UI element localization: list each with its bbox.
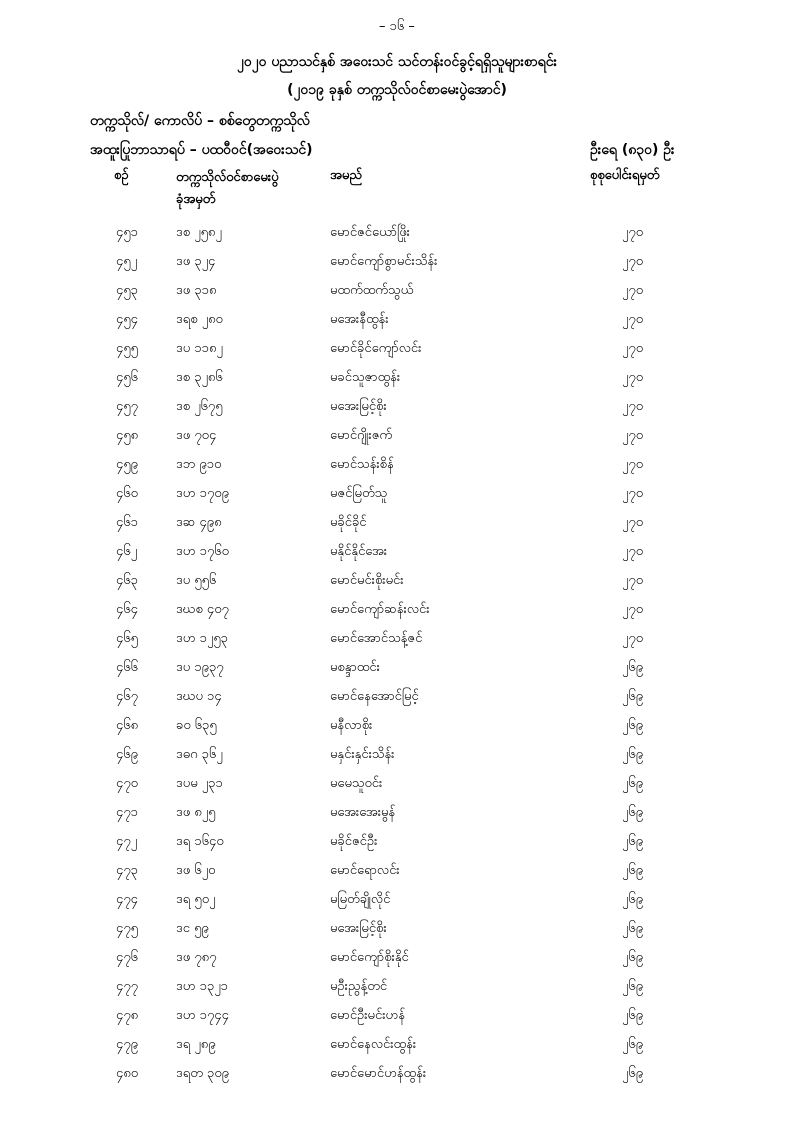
row-number: ၄၆၂: [116, 544, 138, 559]
row-number: ၄၇၉: [116, 1037, 138, 1052]
total-marks: ၂၇၀: [622, 399, 644, 414]
document-subtitle: (၂၀၁၉ ခုနှစ် တက္ကသိုလ်ဝင်စာမေးပွဲအောင်): [287, 82, 507, 98]
roll-number: ဒစ ၃၂၈၆: [176, 370, 223, 385]
results-table: [0, 222, 794, 1092]
row-number: ၄၈၀: [116, 1066, 139, 1081]
total-marks: ၂၆၉: [622, 892, 644, 907]
column-header-marks: စုစုပေါင်းရမှတ်: [590, 168, 660, 183]
table-row: [0, 338, 794, 367]
roll-number: ဒဖ ၃၂၄: [176, 254, 216, 269]
total-marks: ၂၆၉: [622, 660, 644, 675]
table-row: [0, 1005, 794, 1034]
table-row: [0, 976, 794, 1005]
table-row: [0, 628, 794, 657]
row-number: ၄၆၇: [116, 689, 138, 704]
roll-number: ဒဆ ၄၉၈: [176, 515, 222, 530]
row-number: ၄၇၁: [116, 805, 138, 820]
roll-number: ဒင ၅၉: [176, 921, 209, 936]
row-number: ၄၆၃: [116, 573, 138, 588]
roll-number: ဒပ ၁၁၈၂: [176, 341, 223, 356]
student-name: မနိုင်နိုင်အေး: [330, 544, 388, 559]
column-header-roll-line2: ခုံအမှတ်: [176, 192, 216, 207]
table-row: [0, 1063, 794, 1092]
row-number: ၄၅၇: [116, 399, 138, 414]
major-line: အထူးပြုဘာသာရပ် – ပထဝီဝင်(အဝေးသင်): [90, 142, 313, 158]
total-marks: ၂၆၉: [622, 718, 644, 733]
table-row: [0, 947, 794, 976]
table-row: [0, 512, 794, 541]
student-name: မောင်မင်းစိုးမင်း: [330, 573, 404, 588]
row-number: ၄၇၄: [116, 892, 138, 907]
roll-number: ဒရ ၁၆၄၀: [176, 834, 224, 849]
student-name: မမြတ်ချိုလိုင်: [330, 892, 391, 907]
roll-number: ဒရစ ၂၈၀: [176, 312, 223, 327]
student-name: မောင်ရောလင်း: [330, 863, 400, 878]
student-name: မောင်ဇင်ယော်ဖြိုး: [330, 225, 410, 240]
table-row: [0, 367, 794, 396]
column-header-name: အမည်: [330, 168, 362, 183]
student-name: မောင်ဂျိုးဇက်: [330, 428, 393, 443]
row-number: ၄၆၀: [116, 486, 138, 501]
student-name: မောင်ကျော်စိုးနိုင်: [330, 950, 409, 965]
table-row: [0, 599, 794, 628]
total-marks: ၂၇၀: [622, 428, 644, 443]
table-row: [0, 1034, 794, 1063]
student-name: မောင်ခိုင်ကျော်လင်း: [330, 341, 422, 356]
row-number: ၄၆၄: [116, 602, 138, 617]
total-marks: ၂၇၀: [622, 602, 644, 617]
roll-number: ဒဖ ၇၀၄: [176, 428, 217, 443]
table-row: [0, 396, 794, 425]
row-number: ၄၅၆: [116, 370, 138, 385]
total-marks: ၂၆၉: [622, 950, 644, 965]
column-header-no: စဉ်: [114, 168, 129, 183]
table-row: [0, 860, 794, 889]
row-number: ၄၆၅: [116, 631, 138, 646]
roll-number: ဒဖ ၇၈၇: [176, 950, 217, 965]
total-marks: ၂၇၀: [622, 283, 644, 298]
roll-number: ဒဟ ၁၇၀၉: [176, 486, 229, 501]
total-marks: ၂၆၉: [622, 863, 644, 878]
student-name: မောင်ကျော်စွာမင်းသိန်း: [330, 254, 438, 269]
roll-number: ဒရ ၅၀၂: [176, 892, 216, 907]
row-number: ၄၅၁: [116, 225, 138, 240]
student-name: မခိုင်ခိုင်: [330, 515, 367, 530]
student-name: မအေးနီထွန်း: [330, 312, 389, 327]
roll-number: ဒဟ ၁၇၆၀: [176, 544, 229, 559]
column-header-roll-line1: တက္ကသိုလ်ဝင်စာမေးပွဲ: [176, 170, 279, 185]
student-name: မောင်ဦးမင်းဟန်: [330, 1008, 405, 1023]
table-row: [0, 773, 794, 802]
table-row: [0, 889, 794, 918]
table-row: [0, 802, 794, 831]
total-marks: ၂၇၀: [622, 573, 644, 588]
student-name: မခိုင်ဇင်ဦး: [330, 834, 378, 849]
row-number: ၄၇၅: [116, 921, 138, 936]
roll-number: ဒရတ ၃၀၉: [176, 1066, 229, 1081]
total-marks: ၂၆၉: [622, 979, 644, 994]
table-row: [0, 251, 794, 280]
total-marks: ၂၇၀: [622, 631, 644, 646]
table-row: [0, 570, 794, 599]
row-number: ၄၇၇: [116, 979, 138, 994]
page-number: – ၁၆ –: [379, 19, 415, 34]
total-marks: ၂၆၉: [622, 834, 644, 849]
roll-number: ဒဟ ၁၂၅၃: [176, 631, 228, 646]
roll-number: ဒဖ ၃၁၈: [176, 283, 217, 298]
roll-number: ဒဘ ၉၁၀: [176, 457, 222, 472]
student-name: မနီလာစိုး: [330, 718, 373, 733]
row-number: ၄၇၆: [116, 950, 138, 965]
total-marks: ၂၆၉: [622, 1037, 644, 1052]
roll-number: ဒဃပ ၁၄: [176, 689, 222, 704]
roll-number: ဒပမ ၂၃၁: [176, 776, 223, 791]
table-row: [0, 686, 794, 715]
total-marks: ၂၆၉: [622, 747, 644, 762]
student-name: မနှင်းနှင်းသိန်း: [330, 747, 395, 762]
row-number: ၄၇၂: [116, 834, 138, 849]
row-number: ၄၆၆: [116, 660, 138, 675]
total-marks: ၂၇၀: [622, 225, 644, 240]
roll-number: ဒဟ ၁၃၂၁: [176, 979, 228, 994]
total-marks: ၂၆၉: [622, 1008, 644, 1023]
student-name: မဦးညွန့်တင်: [330, 979, 388, 994]
document-title: ၂၀၂၀ ပညာသင်နှစ် အဝေးသင် သင်တန်းဝင်ခွင့်ရရှိသူများစာရင်း: [236, 54, 558, 70]
roll-number: ခဝ ၆၃၅: [176, 718, 217, 733]
row-number: ၄၅၃: [116, 283, 138, 298]
student-name: မအေးမြင့်စိုး: [330, 399, 387, 414]
table-row: [0, 222, 794, 251]
row-number: ၄၅၅: [116, 341, 138, 356]
student-name: မောင်နေလင်းထွန်း: [330, 1037, 417, 1052]
column-header-roll: [176, 167, 279, 211]
roll-number: ဒဖ ၈၂၅: [176, 805, 216, 820]
total-marks: ၂၇၀: [622, 457, 644, 472]
student-name: မောင်နေအောင်မြင့်: [330, 689, 419, 704]
row-number: ၄၅၂: [116, 254, 138, 269]
table-row: [0, 657, 794, 686]
row-number: ၄၇၀: [116, 776, 138, 791]
total-marks: ၂၆၉: [622, 921, 644, 936]
row-number: ၄၆၉: [116, 747, 138, 762]
row-number: ၄၅၉: [116, 457, 138, 472]
roll-number: ဒစ ၂၆၇၅: [176, 399, 223, 414]
student-name: မခင်သူဇာထွန်း: [330, 370, 401, 385]
row-number: ၄၇၈: [116, 1008, 139, 1023]
student-name: မောင်ကျော်ဆန်းလင်း: [330, 602, 430, 617]
table-row: [0, 918, 794, 947]
total-marks: ၂၆၉: [622, 1066, 644, 1081]
table-row: [0, 309, 794, 338]
total-marks: ၂၇၀: [622, 544, 644, 559]
student-name: မောင်သန်းစိန်: [330, 457, 394, 472]
roll-number: ဒဓဂ ၃၆၂: [176, 747, 223, 762]
student-name: မအေးအေးမွန်: [330, 805, 396, 820]
table-row: [0, 541, 794, 570]
roll-number: ဒဃစ ၄၀၇: [176, 602, 229, 617]
total-marks: ၂၆၉: [622, 689, 644, 704]
total-marks: ၂၇၀: [622, 312, 644, 327]
table-row: [0, 715, 794, 744]
total-marks: ၂၆၉: [622, 805, 644, 820]
student-name: မဇင်မြတ်သူ: [330, 486, 388, 501]
total-marks: ၂၇၀: [622, 515, 644, 530]
row-number: ၄၅၄: [116, 312, 138, 327]
department-line: တက္ကသိုလ်/ ကောလိပ် – စစ်တွေတက္ကသိုလ်: [90, 113, 310, 129]
total-marks: ၂၇၀: [622, 370, 644, 385]
roll-number: ဒဟ ၁၇၄၄: [176, 1008, 229, 1023]
student-name: မထက်ထက်သွယ်: [330, 283, 414, 298]
headcount: ဦးရေ (၈၃၀) ဦး: [590, 142, 675, 158]
student-name: မောင်မောင်ဟန်ထွန်း: [330, 1066, 427, 1081]
table-row: [0, 831, 794, 860]
roll-number: ဒဖ ၆၂၀: [176, 863, 216, 878]
student-name: မစန္ဒာထင်း: [330, 660, 380, 675]
student-name: မမေသူဝင်း: [330, 776, 383, 791]
total-marks: ၂၆၉: [622, 776, 644, 791]
roll-number: ဒရ ၂၈၉: [176, 1037, 216, 1052]
table-row: [0, 483, 794, 512]
table-row: [0, 744, 794, 773]
total-marks: ၂၇၀: [622, 341, 644, 356]
row-number: ၄၅၈: [116, 428, 139, 443]
table-row: [0, 425, 794, 454]
roll-number: ဒစ ၂၅၈၂: [176, 225, 222, 240]
roll-number: ဒပ ၅၅၆: [176, 573, 217, 588]
row-number: ၄၇၃: [116, 863, 138, 878]
row-number: ၄၆၈: [116, 718, 139, 733]
student-name: မအေးမြင့်စိုး: [330, 921, 387, 936]
total-marks: ၂၇၀: [622, 486, 644, 501]
student-name: မောင်အောင်သန့်ဇင်: [330, 631, 423, 646]
roll-number: ဒပ ၁၉၃၇: [176, 660, 224, 675]
total-marks: ၂၇၀: [622, 254, 644, 269]
table-row: [0, 280, 794, 309]
table-row: [0, 454, 794, 483]
row-number: ၄၆၁: [116, 515, 138, 530]
